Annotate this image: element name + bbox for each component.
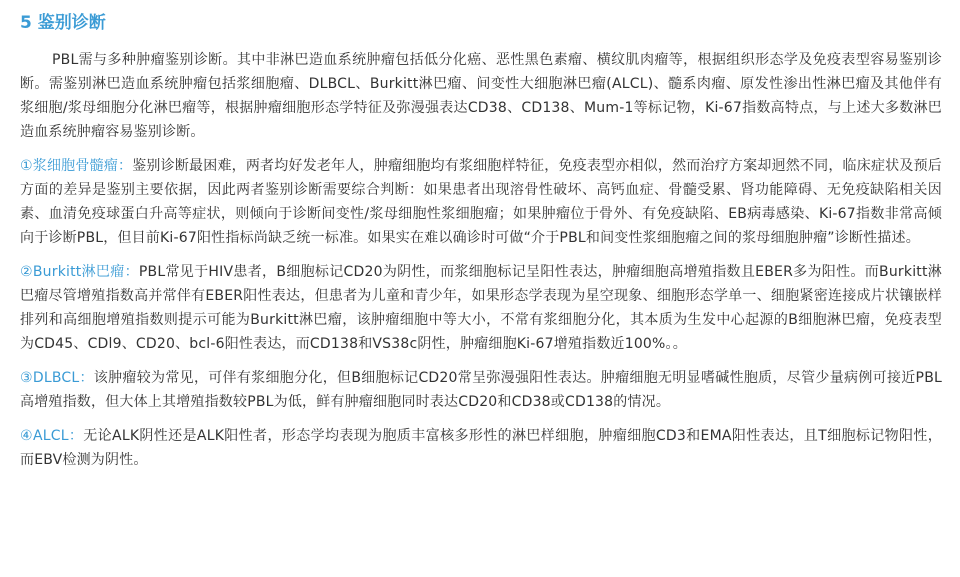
item-text-2: PBL常见于HIV患者，B细胞标记CD20为阴性，而浆细胞标记呈阳性表达，肿瘤细胞高增殖指数且EBER多为阳性。而Burkitt淋巴瘤尽管增殖指数高并常伴有EBER阳性表达，但患者为儿童和青少年，如果形态学表现为星空现象、细胞形态学单一、细胞紧密连接成片状镶嵌样排列和高细胞增殖指数则提示可能为Burkitt淋巴瘤，该肿瘤细胞中等大小，不常有浆细胞分化，其本质为生发中心起源的B细胞淋巴瘤，免疫表型为CD45、CDl9、CD20、bcl-6阳性表达，而CD138和VS38c阴性，肿瘤细胞Ki-67增殖指数近100%。。	[20, 264, 942, 352]
item-lead-2: ②Burkitt淋巴瘤：	[20, 264, 139, 280]
item-lead-1: ①浆细胞骨髓瘤：	[20, 158, 133, 174]
item-text-1: 鉴别诊断最困难，两者均好发老年人，肿瘤细胞均有浆细胞样特征，免疫表型亦相似，然而治疗方案却迥然不同，临床症状及预后方面的差异是鉴别主要依据，因此两者鉴别诊断需要综合判断：如果患者出现溶骨性破坏、高钙血症、骨髓受累、肾功能障碍、无免疫缺陷相关因素、血清免疫球蛋白升高等症状，则倾向于诊断间变性/浆母细胞性浆细胞瘤；如果肿瘤位于骨外、有免疫缺陷、EB病毒感染、Ki-67指数非常高倾向于诊断PBL，但目前Ki-67阳性指标尚缺乏统一标准。如果实在难以确诊时可做“介于PBL和间变性浆细胞瘤之间的浆母细胞肿瘤”诊断性描述。	[20, 158, 942, 246]
item-lead-3: ③DLBCL：	[20, 370, 94, 386]
item-lead-4: ④ALCL：	[20, 428, 84, 444]
item-paragraph-1	[20, 154, 942, 250]
item-paragraph-4	[20, 424, 942, 472]
item-paragraph-3	[20, 366, 942, 414]
intro-paragraph: PBL需与多种肿瘤鉴别诊断。其中非淋巴造血系统肿瘤包括低分化癌、恶性黑色素瘤、横纹肌肉瘤等，根据组织形态学及免疫表型容易鉴别诊断。需鉴别淋巴造血系统肿瘤包括浆细胞瘤、DLBCL、Burkitt淋巴瘤、间变性大细胞淋巴瘤(ALCL)、髓系肉瘤、原发性渗出性淋巴瘤及其他伴有浆细胞/浆母细胞分化淋巴瘤等，根据肿瘤细胞形态学特征及弥漫强表达CD38、CD138、Mum-1等标记物，Ki-67指数高特点，与上述大多数淋巴造血系统肿瘤容易鉴别诊断。	[20, 52, 942, 140]
item-paragraph-2	[20, 260, 942, 356]
item-text-3: 该肿瘤较为常见，可伴有浆细胞分化，但B细胞标记CD20常呈弥漫强阳性表达。肿瘤细胞无明显嗜碱性胞质，尽管少量病例可接近PBL高增殖指数，但大体上其增殖指数较PBL为低，鲜有肿瘤细胞同时表达CD20和CD38或CD138的情况。	[20, 370, 943, 410]
item-text-4: 无论ALK阴性还是ALK阳性者，形态学均表现为胞质丰富核多形性的淋巴样细胞，肿瘤细胞CD3和EMA阳性表达，且T细胞标记物阳性，而EBV检测为阴性。	[20, 428, 942, 468]
section-title: 5 鉴别诊断	[20, 13, 106, 33]
